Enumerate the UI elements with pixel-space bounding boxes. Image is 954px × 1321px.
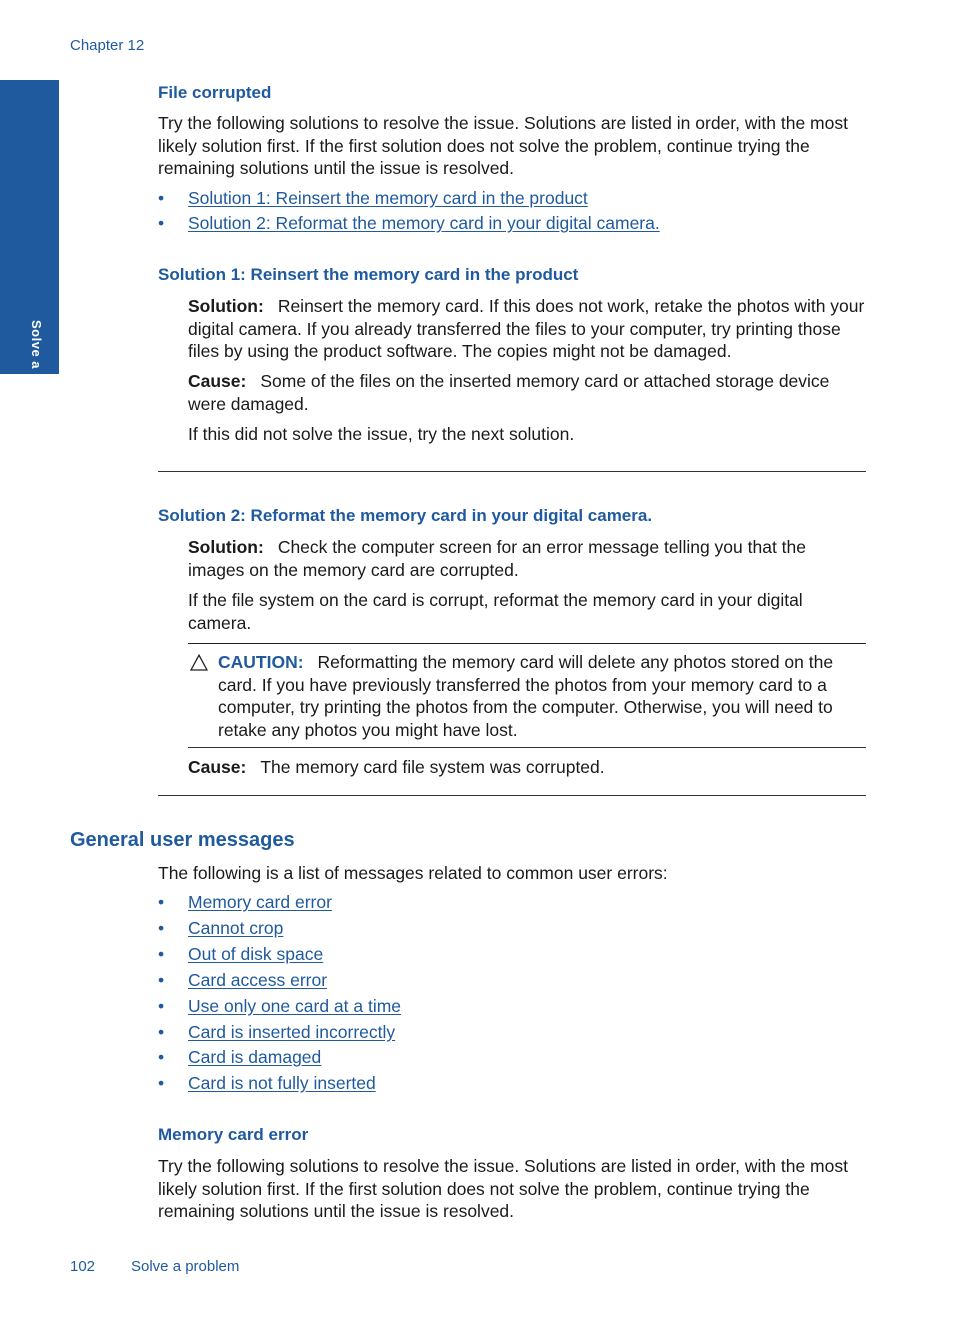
general-intro: The following is a list of messages related to common user errors:	[158, 863, 668, 883]
link-use-only-one-card[interactable]: Use only one card at a time	[188, 996, 402, 1016]
solution-2-cause-body: The memory card file system was corrupted.	[260, 757, 605, 777]
link-cannot-crop[interactable]: Cannot crop	[188, 918, 284, 938]
solution-label: Solution:	[188, 296, 264, 316]
solution-2-text	[188, 536, 858, 581]
caution-text	[218, 651, 866, 741]
solution-1-next: If this did not solve the issue, try the next solution.	[188, 424, 575, 444]
caution-box	[188, 643, 866, 748]
warning-triangle-icon	[190, 654, 208, 671]
list-item	[158, 892, 866, 918]
solution-2-cause	[188, 756, 605, 779]
link-card-is-damaged[interactable]: Card is damaged	[188, 1047, 322, 1067]
solution-2-para: If the file system on the card is corrupt, reformat the memory card in your digital camera.	[188, 590, 803, 633]
list-item	[158, 188, 866, 213]
link-solution-2[interactable]: Solution 2: Reformat the memory card in your digital camera.	[188, 213, 660, 233]
section-title-file-corrupted: File corrupted	[158, 83, 272, 102]
section-title-solution-1: Solution 1: Reinsert the memory card in the product	[158, 265, 579, 284]
section-title-solution-2: Solution 2: Reformat the memory card in your digital camera.	[158, 506, 653, 525]
caution-label: CAUTION:	[218, 652, 304, 672]
list-item	[158, 918, 866, 944]
solution-1-cause-body: Some of the files on the inserted memory card or attached storage device were damaged.	[188, 371, 830, 414]
list-item	[158, 996, 866, 1022]
divider	[158, 471, 866, 472]
cause-label: Cause:	[188, 371, 247, 391]
list-item	[158, 1073, 866, 1094]
general-links	[158, 892, 866, 1094]
section-title-general-user-messages: General user messages	[70, 829, 295, 851]
list-item	[158, 1022, 866, 1047]
link-card-not-fully-inserted[interactable]: Card is not fully inserted	[188, 1073, 376, 1093]
memory-card-error-intro: Try the following solutions to resolve the issue. Solutions are listed in order, with the most likely solution first. If the first solution does not solve the problem, continue trying the remaining solutions until the issue is resolved.	[158, 1156, 848, 1221]
footer-section: Solve a problem	[131, 1258, 240, 1275]
link-memory-card-error[interactable]: Memory card error	[188, 892, 332, 912]
solution-1-body: Reinsert the memory card. If this does not work, retake the photos with your digital camera. If you already transferred the files to your computer, try printing those files by using the product software. The copies might not be damaged.	[188, 296, 865, 361]
cause-label: Cause:	[188, 757, 247, 777]
list-item	[158, 1047, 866, 1073]
section-title-memory-card-error: Memory card error	[158, 1125, 309, 1144]
file-corrupted-links	[158, 188, 866, 234]
solution-label: Solution:	[188, 537, 264, 557]
link-card-access-error[interactable]: Card access error	[188, 970, 328, 990]
list-item	[158, 213, 866, 234]
chapter-label: Chapter 12	[70, 37, 145, 54]
list-item	[158, 970, 866, 996]
caution-body: Reformatting the memory card will delete any photos stored on the card. If you have previously transferred the photos from your memory card to a computer, try printing the photos from the computer. Otherwise, you will need to retake any photos you might have lost.	[218, 652, 834, 740]
divider	[158, 795, 866, 796]
link-out-of-disk-space[interactable]: Out of disk space	[188, 944, 324, 964]
list-item	[158, 944, 866, 970]
side-tab-label: Solve a problem	[29, 320, 44, 428]
page-number: 102	[70, 1258, 96, 1275]
side-tab	[0, 80, 59, 428]
solution-1-text	[188, 295, 868, 363]
solution-1-cause	[188, 370, 868, 415]
link-solution-1[interactable]: Solution 1: Reinsert the memory card in the product	[188, 188, 588, 208]
link-card-inserted-incorrectly[interactable]: Card is inserted incorrectly	[188, 1022, 396, 1042]
solution-2-body: Check the computer screen for an error message telling you that the images on the memory card are corrupted.	[188, 537, 806, 580]
file-corrupted-intro: Try the following solutions to resolve the issue. Solutions are listed in order, with the most likely solution first. If the first solution does not solve the problem, continue trying the remaining solutions until the issue is resolved.	[158, 113, 848, 178]
